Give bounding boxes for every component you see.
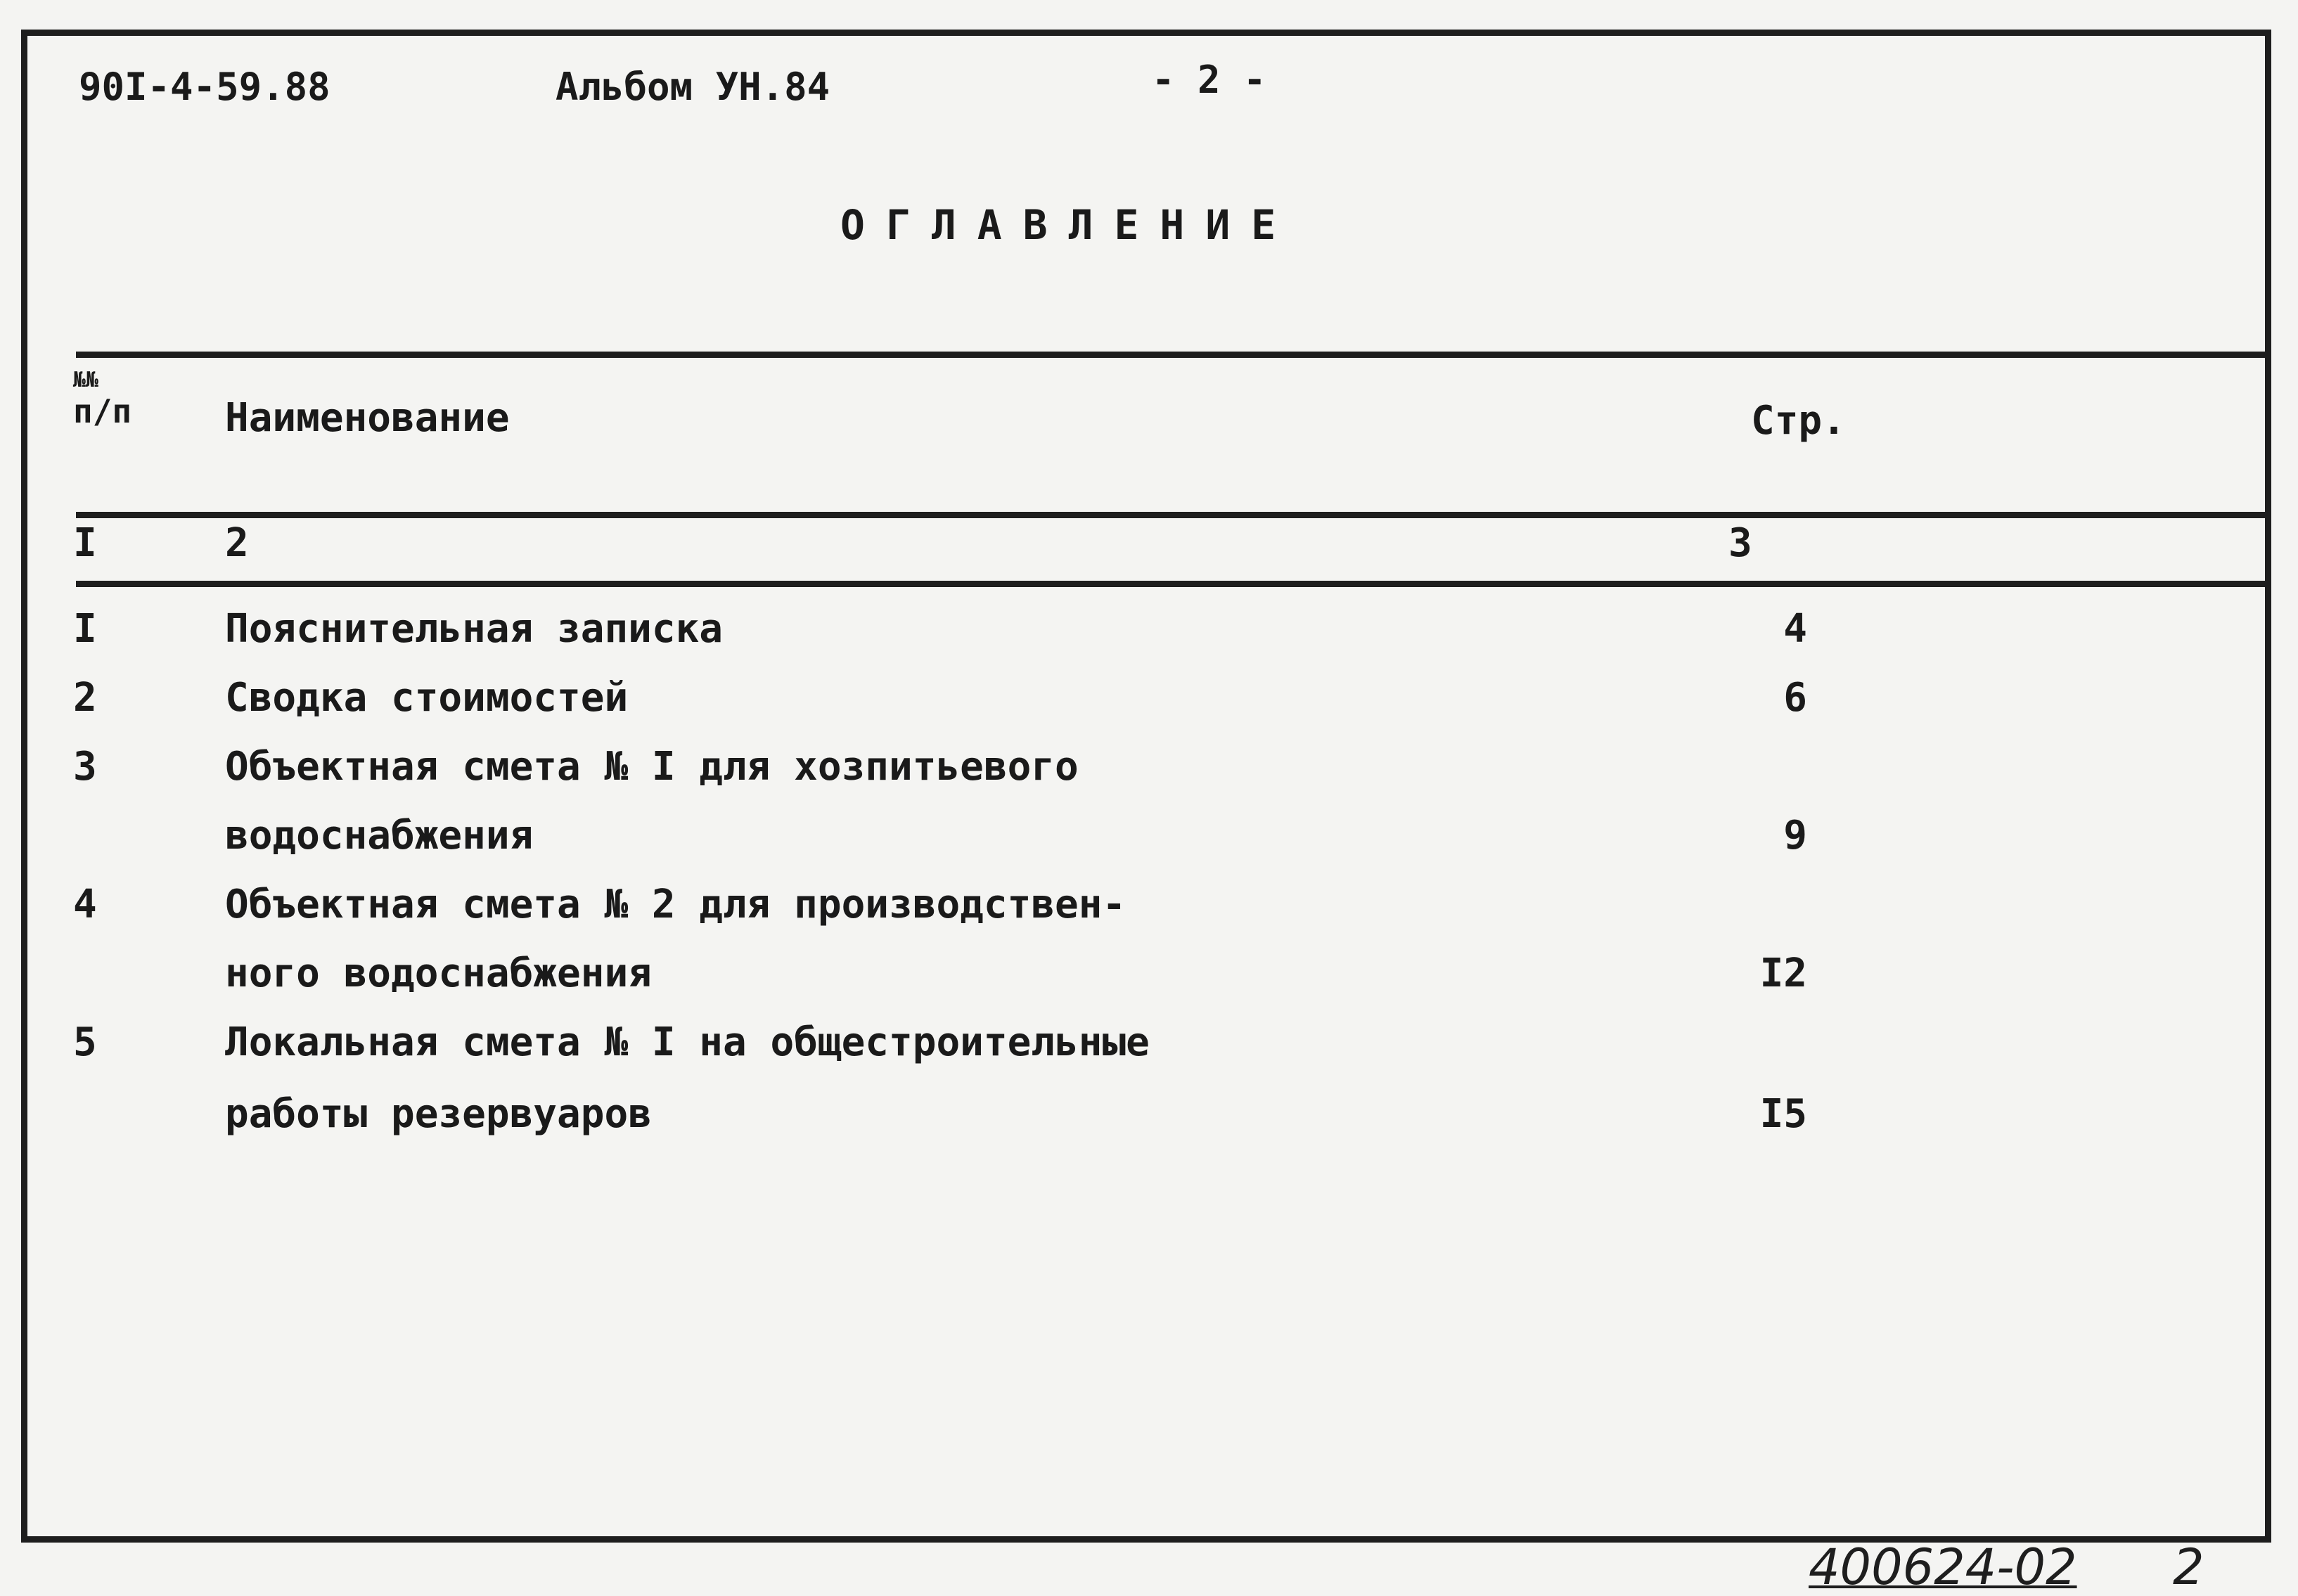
- row-name-continued: работы резервуаров: [225, 1091, 652, 1137]
- row-page: 9: [1783, 813, 1807, 858]
- row-number: 2: [73, 675, 97, 721]
- table-top-rule: [76, 352, 2271, 358]
- column-header-number-top: №№: [73, 368, 99, 392]
- table-index-rule: [76, 581, 2271, 587]
- row-number: I: [73, 606, 97, 652]
- row-name: Сводка стоимостей: [225, 675, 629, 721]
- row-page: I5: [1759, 1091, 1807, 1137]
- column-index-2: 2: [225, 520, 249, 566]
- column-header-page: Стр.: [1751, 398, 1846, 444]
- page-title: ОГЛАВЛЕНИЕ: [840, 201, 1297, 249]
- row-name: Объектная смета № I для хозпитьевого: [225, 744, 1079, 790]
- doc-code: 90I-4-59.88: [79, 65, 330, 109]
- row-name: Объектная смета № 2 для производствен-: [225, 882, 1126, 927]
- page-number: - 2 -: [1152, 58, 1266, 102]
- row-number: 5: [73, 1019, 97, 1065]
- row-name-continued: ного водоснабжения: [225, 951, 652, 996]
- row-name: Локальная смета № I на общестроительные: [225, 1019, 1150, 1065]
- row-name-continued: водоснабжения: [225, 813, 534, 858]
- column-header-name: Наименование: [225, 395, 510, 441]
- row-number: 4: [73, 882, 97, 927]
- album-label: Альбом УН.84: [556, 65, 830, 109]
- archive-stamp: 400624-02: [1809, 1538, 2077, 1596]
- row-page: 6: [1783, 675, 1807, 721]
- column-index-1: I: [73, 520, 97, 566]
- row-number: 3: [73, 744, 97, 790]
- column-header-number: [73, 370, 131, 432]
- table-header-rule: [76, 512, 2271, 518]
- row-name: Пояснительная записка: [225, 606, 724, 652]
- sheet-number: 2: [2173, 1538, 2204, 1596]
- row-page: 4: [1783, 606, 1807, 652]
- row-page: I2: [1759, 951, 1807, 996]
- column-index-3: 3: [1728, 520, 1752, 566]
- column-header-number-bottom: п/п: [73, 392, 132, 430]
